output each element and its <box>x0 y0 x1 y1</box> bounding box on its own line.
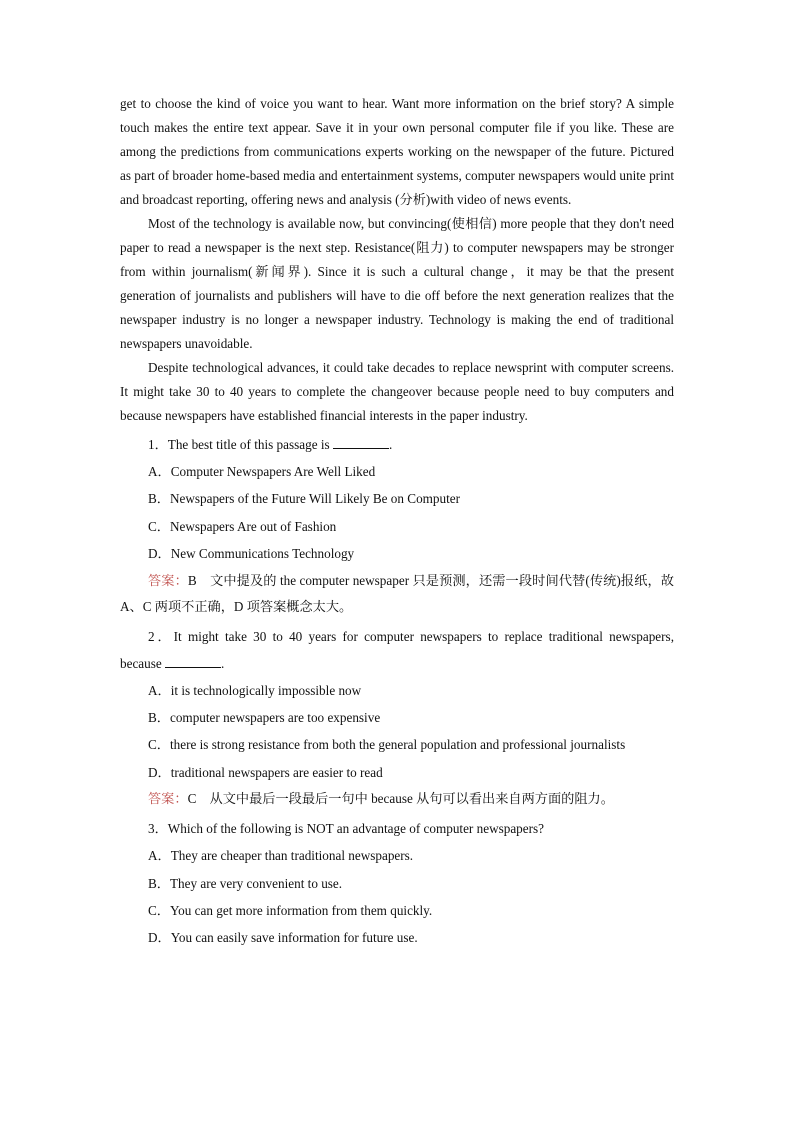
question-1-answer <box>120 568 674 620</box>
answer-label: 答案： <box>148 791 188 807</box>
question-3-option-d: D．You can easily save information for future use. <box>148 930 418 946</box>
question-2-option-d: D．traditional newspapers are easier to read <box>148 764 383 780</box>
question-1-end: . <box>388 437 393 452</box>
question-3-stem <box>120 815 674 842</box>
question-2-option-a: A．it is technologically impossible now <box>148 682 362 698</box>
question-2-stem <box>120 623 674 677</box>
passage-paragraph-1: get to choose the kind of voice you want to hear. Want more information on the brief story? A simple touch makes the entire text appear. Save it in your own personal computer file if you like. These are among the predictions from communications experts working on the newspaper of the future. Pictured as part of broader home-based media and entertainment systems, computer newspapers would unite print and broadcast reporting, offering news and analysis (分析)with video of news events. <box>120 96 674 207</box>
question-1-option-b: B．Newspapers of the Future Will Likely Be on Computer <box>148 491 461 507</box>
document-page <box>120 92 674 952</box>
question-1-option-c: C．Newspapers Are out of Fashion <box>148 518 337 534</box>
answer-label: 答案： <box>148 572 188 588</box>
question-3-option-c: C．You can get more information from them quickly. <box>148 903 433 919</box>
answer-explanation: B 文中提及的 the computer newspaper 只是预测，还需一段时间代替(传统)报纸，故 A、C 两项不正确，D 项答案概念太大。 <box>120 572 674 614</box>
question-3-option-a: A．They are cheaper than traditional newspapers. <box>148 848 414 864</box>
question-3-option-b: B．They are very convenient to use. <box>148 875 343 891</box>
question-2-end: . <box>221 655 225 671</box>
question-2-option-b: B．computer newspapers are too expensive <box>148 710 381 726</box>
question-1-option-a: A．Computer Newspapers Are Well Liked <box>148 464 376 479</box>
question-2-answer <box>120 786 674 812</box>
passage-paragraph-2: Most of the technology is available now, but convincing(使相信) more people that they don't need paper to read a newspaper is the next step. Resistance(阻力) to computer newspapers may be stronger from within journalism(新闻界). Since it is such a cultural change，it may be that the present generation of journalists and publishers will have to die off before the next generation realizes that the newspaper industry is no longer a newspaper industry. Technology is making the end of traditional newspapers unavoidable. <box>120 216 674 351</box>
question-1-option-d: D．New Communications Technology <box>148 546 355 562</box>
answer-blank <box>165 655 221 668</box>
question-3-text: 3．Which of the following is NOT an advantage of computer newspapers? <box>148 821 544 837</box>
question-2-option-c: C．there is strong resistance from both the general population and professional journalists <box>148 737 626 753</box>
answer-explanation: C 从文中最后一段最后一句中 because 从句可以看出来自两方面的阻力。 <box>187 791 614 807</box>
question-1-text: 1．The best title of this passage is <box>148 437 333 452</box>
answer-blank <box>333 436 389 449</box>
question-1-stem <box>120 431 674 458</box>
passage-paragraph-3: Despite technological advances, it could take decades to replace newsprint with computer screens. It might take 30 to 40 years to complete the changeover because people need to buy computers and because newspapers have established financial interests in the paper industry. <box>120 360 674 423</box>
question-2-text: 2．It might take 30 to 40 years for computer newspapers to replace traditional newspapers, because <box>120 628 674 671</box>
